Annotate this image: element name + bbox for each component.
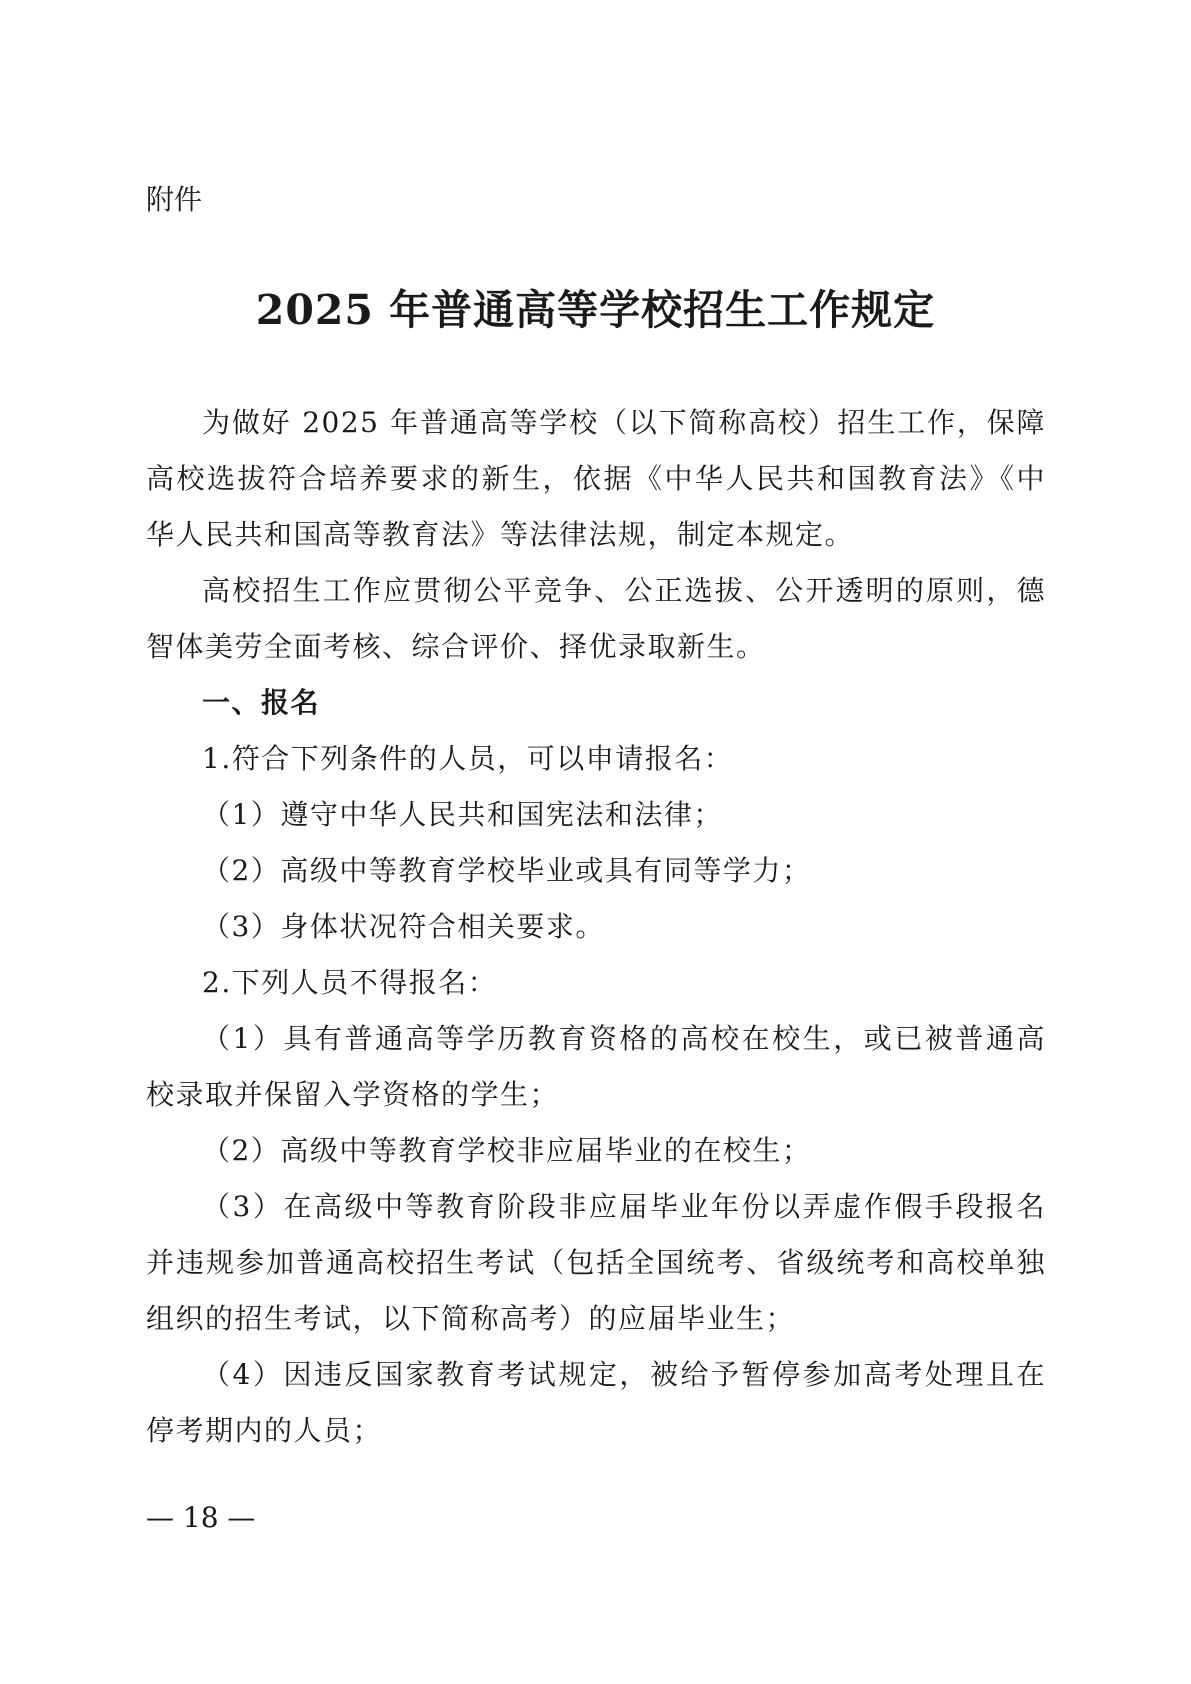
clause-2-item-4: （4）因违反国家教育考试规定，被给予暂停参加高考处理且在停考期内的人员； (146, 1358, 1046, 1447)
clause-1-item-1: （1）遵守中华人民共和国宪法和法律； (202, 798, 723, 831)
clause-1-item-2: （2）高级中等教育学校毕业或具有同等学力； (202, 854, 812, 887)
clause-2-item-2: （2）高级中等教育学校非应届毕业的在校生； (202, 1134, 812, 1167)
document-body (146, 395, 1046, 1459)
clause-2-item-1: （1）具有普通高等学历教育资格的高校在校生，或已被普通高校录取并保留入学资格的学生； (146, 1022, 1046, 1111)
page-number: — 18 — (146, 1501, 256, 1534)
section-heading-registration: 一、报名 (202, 686, 321, 719)
clause-2: 2.下列人员不得报名： (202, 966, 498, 999)
clause-1: 1.符合下列条件的人员，可以申请报名： (202, 742, 734, 775)
document-title: 2025 年普通高等学校招生工作规定 (255, 286, 936, 334)
principle-paragraph: 高校招生工作应贯彻公平竞争、公正选拔、公开透明的原则，德智体美劳全面考核、综合评价、择优录取新生。 (146, 574, 1046, 663)
clause-1-item-3: （3）身体状况符合相关要求。 (202, 910, 605, 943)
clause-2-item-3: （3）在高级中等教育阶段非应届毕业年份以弄虚作假手段报名并违规参加普通高校招生考试（包括全国统考、省级统考和高校单独组织的招生考试，以下简称高考）的应届毕业生； (146, 1190, 1046, 1335)
intro-paragraph: 为做好 2025 年普通高等学校（以下简称高校）招生工作，保障高校选拔符合培养要求的新生，依据《中华人民共和国教育法》《中华人民共和国高等教育法》等法律法规，制定本规定。 (146, 406, 1046, 551)
attachment-label: 附件 (146, 183, 203, 216)
